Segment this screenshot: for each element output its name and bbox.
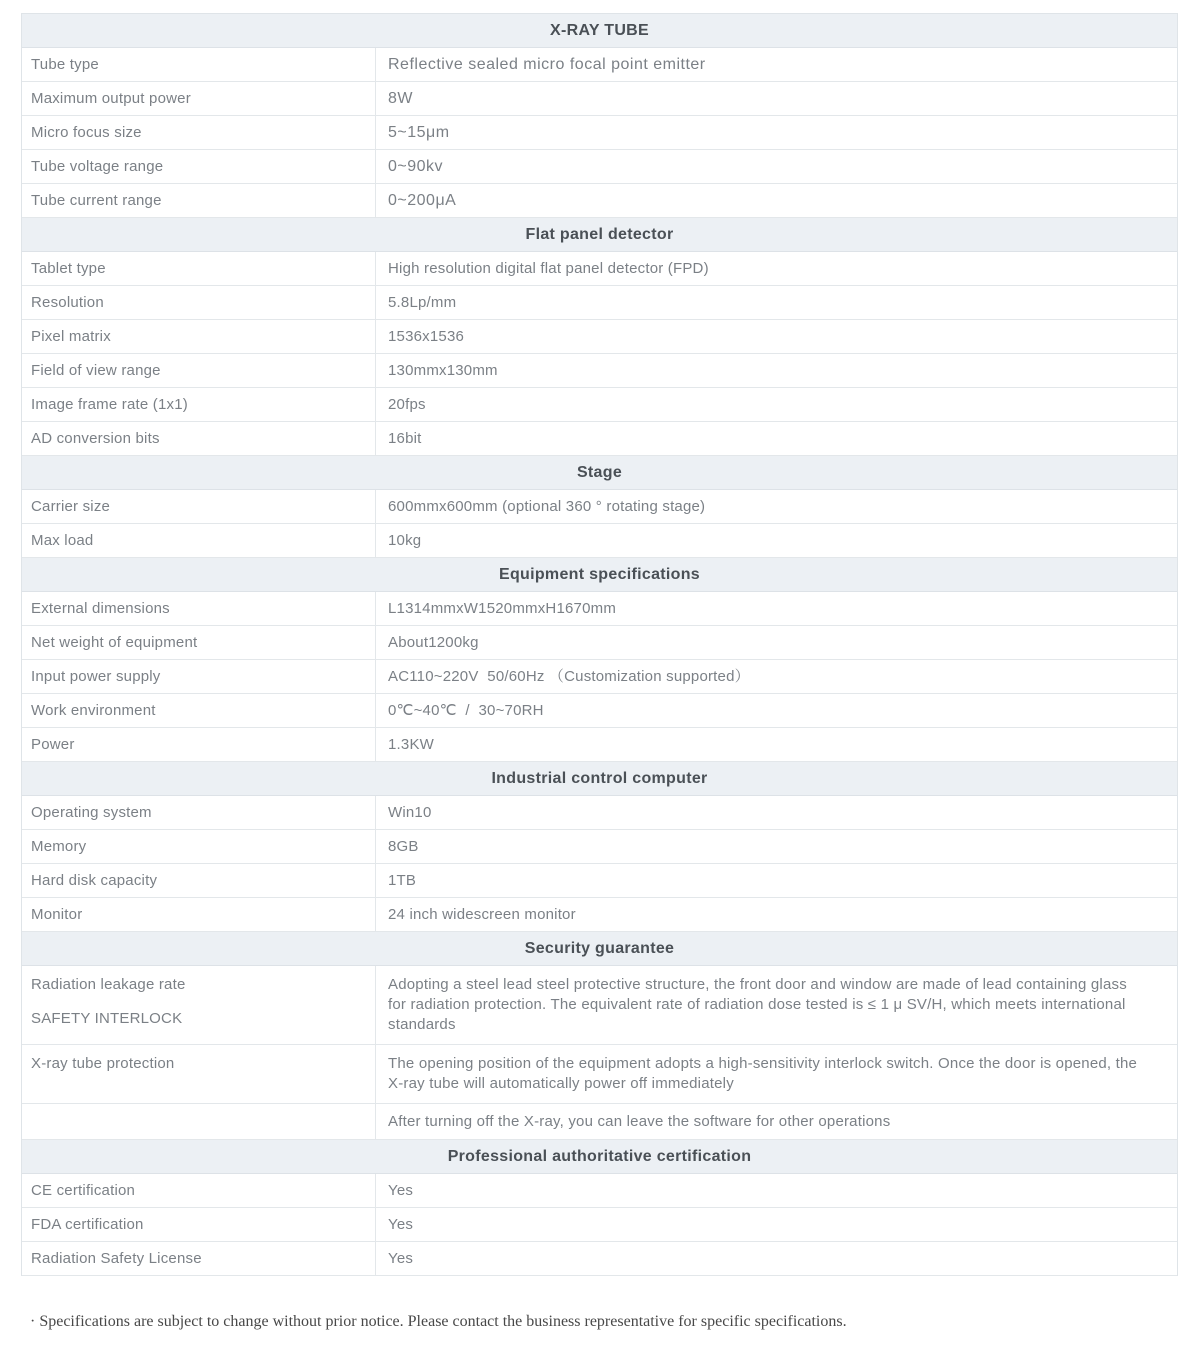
spec-label: Tablet type: [22, 252, 376, 285]
spec-label: Power: [22, 728, 376, 761]
row-power: [22, 728, 1177, 762]
row-image-frame-rate: [22, 388, 1177, 422]
spec-label: External dimensions: [22, 592, 376, 625]
spec-value: After turning off the X-ray, you can leave the software for other operations: [388, 1112, 891, 1130]
spec-label-line-1: Radiation leakage rate: [31, 976, 186, 993]
spec-label: Carrier size: [22, 490, 376, 523]
spec-value: 5.8Lp/mm: [388, 293, 457, 311]
row-external-dimensions: [22, 592, 1177, 626]
row-monitor: [22, 898, 1177, 932]
section-header-stage: Stage: [22, 456, 1177, 490]
spec-value: 0~90kv: [388, 157, 444, 175]
spec-label: [22, 1104, 376, 1139]
row-resolution: [22, 286, 1177, 320]
spec-label: [22, 966, 376, 1044]
spec-label: Resolution: [22, 286, 376, 319]
spec-label: Input power supply: [22, 660, 376, 693]
row-tube-type: [22, 48, 1177, 82]
spec-label: Image frame rate (1x1): [22, 388, 376, 421]
row-hard-disk-capacity: [22, 864, 1177, 898]
section-header-industrial-control-computer: Industrial control computer: [22, 762, 1177, 796]
spec-value: 1.3KW: [388, 735, 435, 753]
row-input-power-supply: [22, 660, 1177, 694]
spec-value: Adopting a steel lead steel protective structure, the front door and window are made of lead containing glass for radiation protection. The equivalent rate of radiation dose tested is ≤ 1 μ SV/H, which meets international standards: [388, 976, 1127, 1033]
spec-value: 20fps: [388, 395, 426, 413]
footnote: · Specifications are subject to change without prior notice. Please contact the business representative for specific specifications.: [30, 1313, 847, 1330]
row-x-ray-off-note: [22, 1104, 1177, 1140]
section-header-security-guarantee: Security guarantee: [22, 932, 1177, 966]
spec-label: Max load: [22, 524, 376, 557]
spec-value: 5~15μm: [388, 123, 450, 141]
spec-value: Win10: [388, 803, 432, 821]
spec-value: 130mmx130mm: [388, 361, 498, 379]
spec-value: Yes: [388, 1215, 414, 1233]
spec-label: Tube current range: [22, 184, 376, 217]
spec-value: L1314mmxW1520mmxH1670mm: [388, 599, 617, 617]
spec-label: Micro focus size: [22, 116, 376, 149]
spec-label: Maximum output power: [22, 82, 376, 115]
spec-label: Operating system: [22, 796, 376, 829]
spec-label: AD conversion bits: [22, 422, 376, 455]
spec-value: Yes: [388, 1181, 414, 1199]
spec-value: Reflective sealed micro focal point emitter: [388, 55, 706, 73]
section-header-flat-panel-detector: Flat panel detector: [22, 218, 1177, 252]
spec-label-line-2: SAFETY INTERLOCK: [31, 1010, 183, 1027]
spec-label: Net weight of equipment: [22, 626, 376, 659]
spec-label: Monitor: [22, 898, 376, 931]
spec-label: Memory: [22, 830, 376, 863]
spec-value: 0℃~40℃ / 30~70RH: [388, 701, 544, 719]
row-net-weight-of-equipment: [22, 626, 1177, 660]
spec-value: 1536x1536: [388, 327, 465, 345]
row-operating-system: [22, 796, 1177, 830]
row-ad-conversion-bits: [22, 422, 1177, 456]
row-fda-certification: [22, 1208, 1177, 1242]
spec-label: Pixel matrix: [22, 320, 376, 353]
spec-value: 600mmx600mm (optional 360 ° rotating stage): [388, 497, 706, 515]
row-ce-certification: [22, 1174, 1177, 1208]
section-header-equipment-specifications: Equipment specifications: [22, 558, 1177, 592]
row-tablet-type: [22, 252, 1177, 286]
row-tube-voltage-range: [22, 150, 1177, 184]
row-carrier-size: [22, 490, 1177, 524]
spec-label: FDA certification: [22, 1208, 376, 1241]
spec-value: 8GB: [388, 837, 419, 855]
spec-value: 10kg: [388, 531, 422, 549]
section-header-x-ray-tube: X-RAY TUBE: [22, 14, 1177, 48]
spec-value: Yes: [388, 1249, 414, 1267]
spec-value: 16bit: [388, 429, 422, 447]
spec-label: Work environment: [22, 694, 376, 727]
spec-value: 1TB: [388, 871, 417, 889]
row-x-ray-tube-protection: [22, 1045, 1177, 1104]
spec-label: CE certification: [22, 1174, 376, 1207]
spec-label: Radiation Safety License: [22, 1242, 376, 1275]
specification-table: [21, 13, 1178, 1276]
spec-value: AC110~220V 50/60Hz （Customization supported）: [388, 667, 750, 685]
row-tube-current-range: [22, 184, 1177, 218]
spec-value: High resolution digital flat panel detector (FPD): [388, 259, 709, 277]
row-memory: [22, 830, 1177, 864]
row-pixel-matrix: [22, 320, 1177, 354]
spec-value: 0~200μA: [388, 191, 457, 209]
spec-label: X-ray tube protection: [22, 1045, 376, 1103]
row-field-of-view-range: [22, 354, 1177, 388]
spec-label: Tube voltage range: [22, 150, 376, 183]
row-max-load: [22, 524, 1177, 558]
row-work-environment: [22, 694, 1177, 728]
spec-value: 24 inch widescreen monitor: [388, 905, 576, 923]
spec-value: The opening position of the equipment adopts a high-sensitivity interlock switch. Once the door is opened, the X-ray tube will automatically power off immediately: [388, 1055, 1138, 1092]
section-header-professional-authoritative-certification: Professional authoritative certification: [22, 1140, 1177, 1174]
spec-value: About1200kg: [388, 633, 479, 651]
spec-label: Field of view range: [22, 354, 376, 387]
row-radiation-safety-license: [22, 1242, 1177, 1276]
row-micro-focus-size: [22, 116, 1177, 150]
spec-label: Hard disk capacity: [22, 864, 376, 897]
spec-value: 8W: [388, 89, 413, 107]
row-radiation-leakage-rate: [22, 966, 1177, 1045]
row-maximum-output-power: [22, 82, 1177, 116]
spec-label: Tube type: [22, 48, 376, 81]
